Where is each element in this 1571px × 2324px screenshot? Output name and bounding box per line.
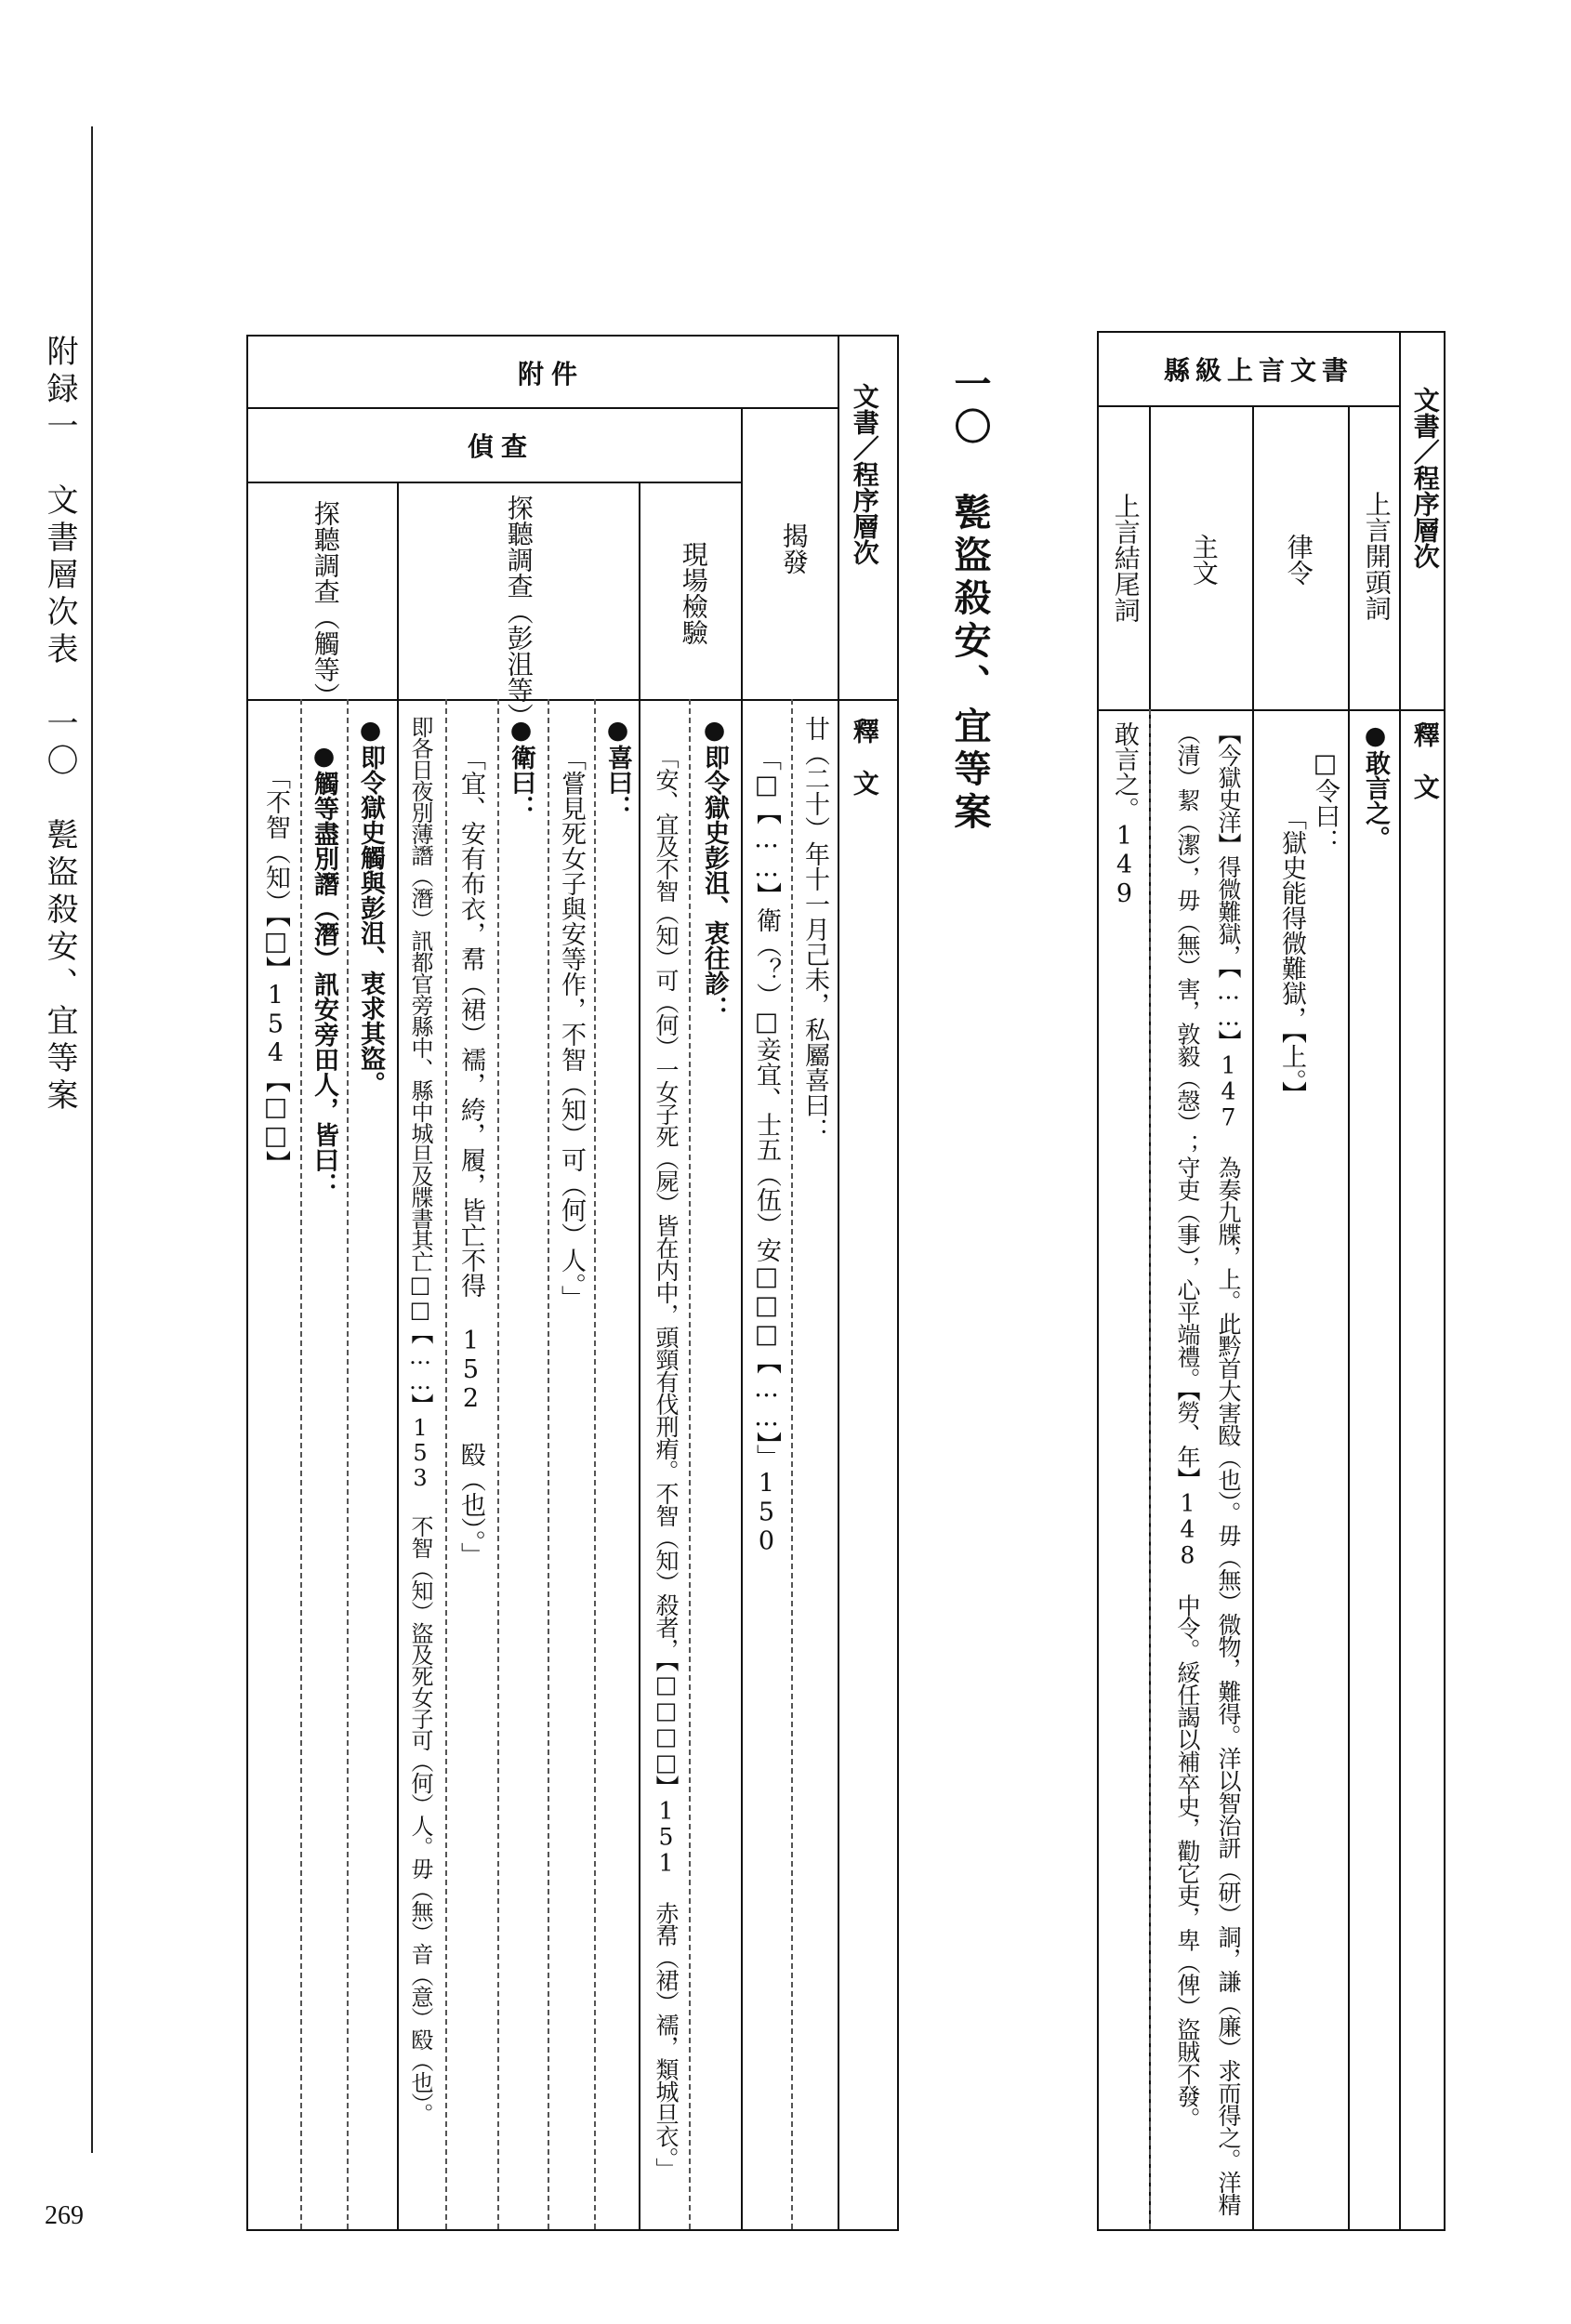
left-group-attach: 附件: [518, 359, 586, 390]
disclosure-line-1: 廿（二十）年十一月己未，私屬喜曰：: [800, 716, 829, 1142]
left-table: [246, 335, 899, 2231]
left-row-label-disclosure: 揭發: [778, 522, 810, 574]
disclosure-line-2: 「□【……】衛（？）□妾宜、士五（伍）安□□□【……】」150: [752, 746, 781, 1556]
page-number: 269: [45, 2201, 84, 2230]
inquiry-peng-line-5: 即各日夜別薄譖（潛）訊都官旁縣中、縣中城旦及牒書其亡□□【……】153 不智（知）盜及死女子可（何）人。毋（無）音（意）殹（也）。: [407, 716, 433, 2124]
right-group-label: 縣級上言文書: [1164, 355, 1354, 386]
inquiry-peng-line-1: ●喜曰：: [603, 716, 632, 820]
left-header-text: 釋 文: [849, 718, 880, 796]
right-closing-text: 敢言之。149: [1110, 721, 1139, 908]
inquiry-chu-line-2: ●觸等盡別譖（潛）訊安旁田人，皆曰：: [310, 742, 338, 1197]
right-main-line-2: （清）絜（潔），毋（無）害，敦毅（愨）；守吏（事），心平端禮。【勞、年】148 中令。綏任謁以補卒史，勸它吏，卑（俾）盜賊不發。: [1174, 721, 1201, 2130]
inspection-line-2: 「安、宜及不智（知）可（何）一女子死（屍）皆在内中，頭頸有伐刑痏。不智（知）殺者，【□□□□】151 赤帬（裙）襦，類城旦衣。」: [653, 746, 680, 2180]
inquiry-peng-line-3: ●衛曰：: [507, 716, 535, 820]
right-statute-line-2: 「獄史能得微難獄，【上。】: [1277, 805, 1306, 1106]
right-header-layer: 文書／程序層次: [1409, 387, 1441, 569]
case-title: 一〇 甏盜殺安、宜等案: [948, 364, 992, 835]
right-opening-text: ●敢言之。: [1361, 721, 1390, 851]
right-row-label-main: 主文: [1188, 534, 1220, 586]
inquiry-peng-line-4: 「宜、安有布衣，帬（裙）襦，絝，履，皆亡不得 152 殹（也）。」: [456, 746, 485, 1567]
inquiry-chu-line-3: 「不智（知）【□】154【□□】: [261, 764, 290, 1176]
left-row-label-inquiry-peng: 探聽調查（彭沮等）: [503, 495, 535, 729]
left-row-label-inspection: 現場檢驗: [678, 541, 709, 645]
right-row-label-statute: 律令: [1283, 534, 1314, 586]
right-table: [1097, 331, 1446, 2231]
right-header-text: 釋 文: [1409, 721, 1441, 799]
right-main-line-1: 【今獄史洋】得微難獄，【……】147 為奏九牒，上。此黔首大害殹（也）。毋（無）微物，難得。洋以智治訮（研）詷，謙（廉）求而得之。洋精: [1215, 721, 1242, 2215]
margin-rule: [91, 126, 93, 2153]
right-row-label-opening: 上言開頭詞: [1361, 491, 1393, 621]
left-group-investigate: 偵查: [468, 431, 535, 462]
left-row-label-inquiry-chu: 探聽調查（觸等）: [310, 500, 341, 708]
inquiry-chu-line-1: ●即令獄史觸與彭沮、衷求其盜。: [356, 716, 385, 1096]
left-header-layer: 文書／程序層次: [849, 383, 880, 565]
inspection-line-1: ●即令獄史彭沮、衷往診：: [700, 716, 729, 1021]
running-head: 附録一 文書層次表 一〇 甏盜殺安、宜等案: [41, 335, 78, 1116]
right-row-label-closing: 上言結尾詞: [1110, 493, 1142, 623]
inquiry-peng-line-2: 「嘗見死女子與安等作，不智（知）可（何）人。」: [557, 746, 586, 1311]
right-statute-line-1: □令曰：: [1311, 749, 1340, 853]
